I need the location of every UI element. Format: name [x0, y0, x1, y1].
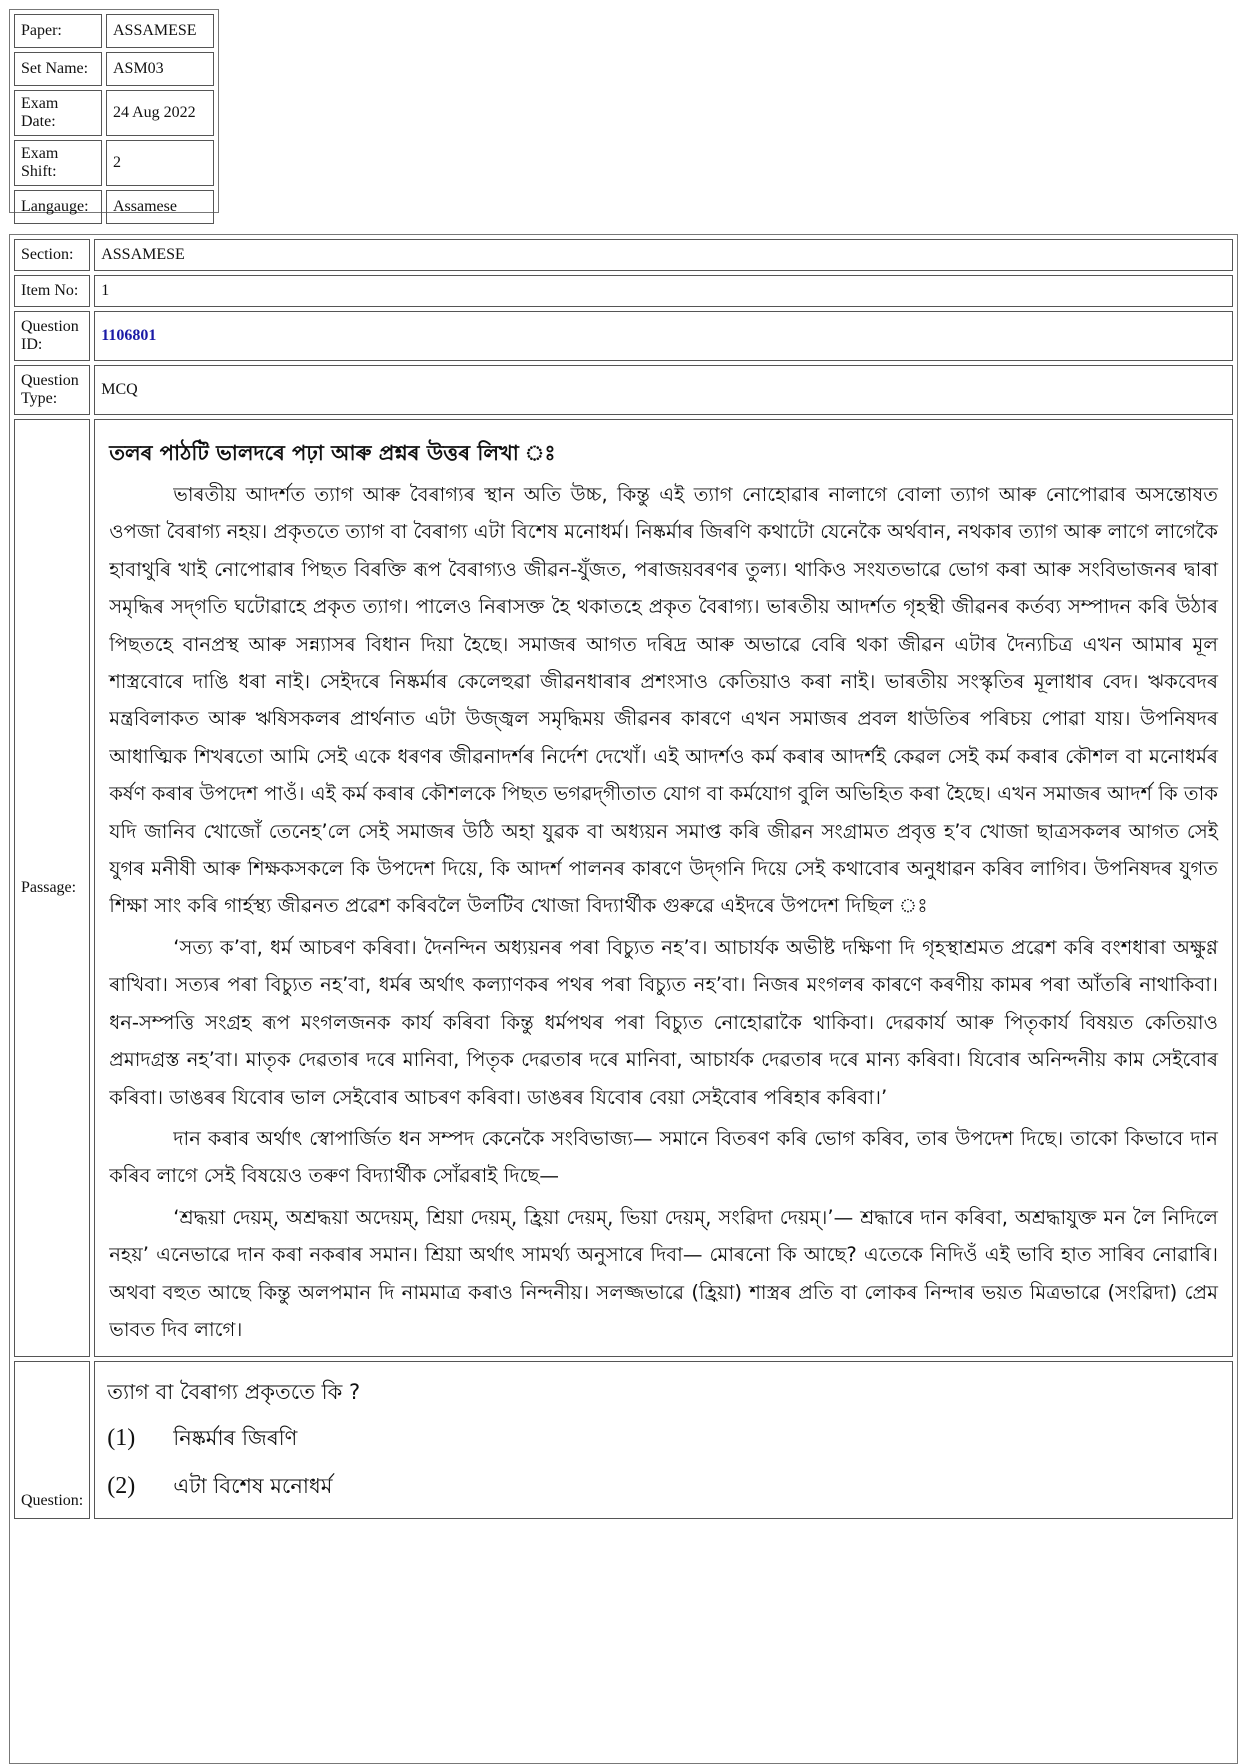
item-no-row — [14, 275, 1233, 307]
question-id-row — [14, 311, 1233, 361]
section-row — [14, 239, 1233, 271]
passage-label: Passage: — [14, 419, 90, 1357]
meta-row-paper — [14, 14, 214, 48]
option-text: এটা বিশেষ মনোধৰ্ম — [173, 1474, 333, 1499]
question-id-value: 1106801 — [94, 311, 1233, 361]
question-content — [94, 1361, 1233, 1519]
meta-row-exam-date — [14, 90, 214, 136]
meta-row-language — [14, 190, 214, 224]
section-value: ASSAMESE — [94, 239, 1233, 271]
option-1 — [107, 1414, 1220, 1462]
passage-paragraph-2: ‘সত্য ক’বা, ধৰ্ম আচৰণ কৰিবা। দৈনন্দিন অধ্যয়নৰ পৰা বিচ্যুত নহ’ব। আচাৰ্যক অভীষ্ট দক্ষিণা দি গৃহস্থাশ্ৰমত প্ৰৱেশ কৰি বংশধাৰা অক্ষুণ্ণ ৰাখিবা। সত্যৰ পৰা বিচ্যুত নহ’বা, ধৰ্মৰ অৰ্থাৎ কল্যাণকৰ পথৰ পৰা বিচ্যুত নহ’বা। নিজৰ মংগলৰ কাৰণে কৰণীয় কামৰ পৰা আঁতৰি নাথাকিবা। ধন-সম্পত্তি সংগ্ৰহ ৰূপ মংগলজনক কাৰ্য কৰিবা কিন্তু ধৰ্মপথৰ পৰা বিচ্যুত নোহোৱাকৈ থাকিবা। দেৱকাৰ্য আৰু পিতৃকাৰ্য বিষয়ত কেতিয়াও প্ৰমাদগ্ৰস্ত নহ’বা। মাতৃক দেৱতাৰ দৰে মানিবা, পিতৃক দেৱতাৰ দৰে মানিবা, আচাৰ্যক দেৱতাৰ দৰে মান্য কৰিবা। যিবোৰ অনিন্দনীয় কাম সেইবোৰ কৰিবা। ডাঙৰৰ যিবোৰ ভাল সেইবোৰ আচৰণ কৰিবা। ডাঙৰৰ যিবোৰ বেয়া সেইবোৰ পৰিহাৰ কৰিবা।’ — [109, 935, 1218, 1109]
meta-label: Exam Date: — [14, 90, 102, 136]
question-id-label: Question ID: — [14, 311, 90, 361]
meta-value: Assamese — [106, 190, 214, 224]
exam-meta-table — [9, 9, 219, 213]
option-number: (2) — [107, 1473, 136, 1500]
question-table — [9, 234, 1238, 1764]
question-type-row — [14, 365, 1233, 415]
option-number: (1) — [107, 1425, 136, 1452]
passage-row — [14, 419, 1233, 1357]
passage-content — [94, 419, 1233, 1357]
passage-heading: তলৰ পাঠটি ভালদৰে পঢ়া আৰু প্ৰশ্নৰ উত্তৰ লিখা ঃ — [109, 441, 556, 465]
question-row — [14, 1361, 1233, 1519]
meta-label: Exam Shift: — [14, 140, 102, 186]
meta-value: ASM03 — [106, 52, 214, 86]
passage-paragraph-3: দান কৰাৰ অৰ্থাৎ স্বোপাৰ্জিত ধন সম্পদ কেনেকৈ সংবিভাজ্য— সমানে বিতৰণ কৰি ভোগ কৰিব, তাৰ উপদেশ দিছে। তাকো কিভাবে দান কৰিব লাগে সেই বিষয়েও তৰুণ বিদ্যাৰ্থীক সোঁৱৰাই দিছে— — [109, 1126, 1218, 1188]
meta-value: 2 — [106, 140, 214, 186]
question-type-value: MCQ — [94, 365, 1233, 415]
question-label: Question: — [14, 1361, 90, 1519]
meta-row-exam-shift — [14, 140, 214, 186]
passage-paragraph-1: ভাৰতীয় আদৰ্শত ত্যাগ আৰু বৈৰাগ্যৰ স্থান অতি উচ্চ, কিন্তু এই ত্যাগ নোহোৱাৰ নালাগে বোলা ত্যাগ আৰু নোপোৱাৰ অসন্তোষত ওপজা বৈৰাগ্য নহয়। প্ৰকৃততে ত্যাগ বা বৈৰাগ্য এটা বিশেষ মনোধৰ্ম। নিষ্কৰ্মাৰ জিৰণি কথাটো যেনেকৈ অৰ্থবান, নথকাৰ ত্যাগ আৰু লাগে লাগেকৈ হাবাথুৰি খাই নোপোৱাৰ পিছত বিৰক্তি ৰূপ বৈৰাগ্যও জীৱন-যুঁজত, পৰাজয়বৰণৰ তুল্য। থাকিও সংযতভাৱে ভোগ কৰা আৰু সংবিভাজনৰ দ্বাৰা সমৃদ্ধিৰ সদ্‌গতি ঘটোৱাহে প্ৰকৃত ত্যাগ। পালেও নিৰাসক্ত হৈ থকাতহে প্ৰকৃত বৈৰাগ্য। ভাৰতীয় আদৰ্শত গৃহস্থী জীৱনৰ কৰ্তব্য সম্পাদন কৰি উঠাৰ পিছতহে বানপ্ৰস্থ আৰু সন্ন্যাসৰ বিধান দিয়া হৈছে। সমাজৰ আগত দৰিদ্ৰ আৰু অভাৱে বেৰি থকা জীৱন এটাৰ দৈন্যচিত্ৰ এখন আমাৰ মূল শাস্ত্ৰবোৰে দাঙি ধৰা নাই। সেইদৰে নিষ্কৰ্মাৰ কেলেহুৱা জীৱনধাৰাৰ প্ৰশংসাও কেতিয়াও কৰা নাই। ভাৰতীয় সংস্কৃতিৰ মূলাধাৰ বেদ। ঋকবেদৰ মন্ত্ৰবিলাকত আৰু ঋষিসকলৰ প্ৰাৰ্থনাত এটা উজ্জ্বল সমৃদ্ধিময় জীৱনৰ কাৰণে এখন সমাজৰ প্ৰবল ধাউতিৰ পৰিচয় পোৱা যায়। উপনিষদৰ আধাত্মিক শিখৰতো আমি সেই একে ধৰণৰ জীৱনাদৰ্শৰ নিৰ্দেশ দেখোঁ। এই আদৰ্শও কৰ্ম কৰাৰ আদৰ্শই কেৱল সেই কৰ্ম কৰাৰ কৌশল বা মনোধৰ্মৰ কৰ্ষণ কৰাৰ উপদেশ পাওঁ। এই কৰ্ম কৰাৰ কৌশলকে পিছত ভগৱদ্‌গীতাত যোগ বা কৰ্মযোগ বুলি অভিহিত কৰা হৈছে। এখন সমাজৰ আদৰ্শ কি তাক যদি জানিব খোজোঁ তেনেহ’লে সেই সমাজৰ উঠি অহা যুৱক বা অধ্যয়ন সমাপ্ত কৰি জীৱন সংগ্ৰামত প্ৰবৃত্ত হ’ব খোজা ছাত্ৰসকলৰ আগত সেই যুগৰ মনীষী আৰু শিক্ষকসকলে কি উপদেশ দিয়ে, কি আদৰ্শ পালনৰ কাৰণে উদ্‌গনি দিয়ে সেই কথাবোৰ অনুধাৱন কৰিব লাগিব। উপনিষদৰ যুগত শিক্ষা সাং কৰি গাৰ্হস্থ্য জীৱনত প্ৰৱেশ কৰিবলৈ উলটিব খোজা বিদ্যাৰ্থীক গুৰুৱে এইদৰে উপদেশ দিছিল ঃ — [109, 483, 1218, 918]
meta-label: Set Name: — [14, 52, 102, 86]
item-no-label: Item No: — [14, 275, 90, 307]
meta-label: Langauge: — [14, 190, 102, 224]
question-type-label: Question Type: — [14, 365, 90, 415]
meta-label: Paper: — [14, 14, 102, 48]
passage-paragraph-4: ‘শ্ৰদ্ধয়া দেয়ম্‌, অশ্ৰদ্ধয়া অদেয়ম্‌, শ্ৰিয়া দেয়ম্‌, হ্ৰিয়া দেয়ম্‌, ভিয়া দেয়ম্‌, সংৱিদা দেয়ম্‌।’— শ্ৰদ্ধাৰে দান কৰিবা, অশ্ৰদ্ধাযুক্ত মন লৈ নিদিলে নহয়’ এনেভাৱে দান কৰা নকৰাৰ সমান। শ্ৰিয়া অৰ্থাৎ সামৰ্থ্য অনুসাৰে দিবা— মোৰনো কি আছে? এতেকে নিদিওঁ এই ভাবি হাত সাৰিব নোৱাৰি। অথবা বহুত আছে কিন্তু অলপমান দি নামমাত্ৰ কৰাও নিন্দনীয়। সলজ্জভাৱে (হ্ৰিয়া) শাস্ত্ৰৰ প্ৰতি বা লোকৰ নিন্দাৰ ভয়ত মিত্ৰভাৱে (সংৱিদা) প্ৰেম ভাবত দিব লাগে। — [109, 1205, 1218, 1341]
question-text: ত্যাগ বা বৈৰাগ্য প্ৰকৃততে কি ? — [107, 1380, 361, 1405]
item-no-value: 1 — [94, 275, 1233, 307]
section-label: Section: — [14, 239, 90, 271]
option-2 — [107, 1462, 1220, 1510]
meta-value: ASSAMESE — [106, 14, 214, 48]
meta-value: 24 Aug 2022 — [106, 90, 214, 136]
meta-row-set-name — [14, 52, 214, 86]
option-text: নিষ্কৰ্মাৰ জিৰণি — [173, 1426, 298, 1451]
